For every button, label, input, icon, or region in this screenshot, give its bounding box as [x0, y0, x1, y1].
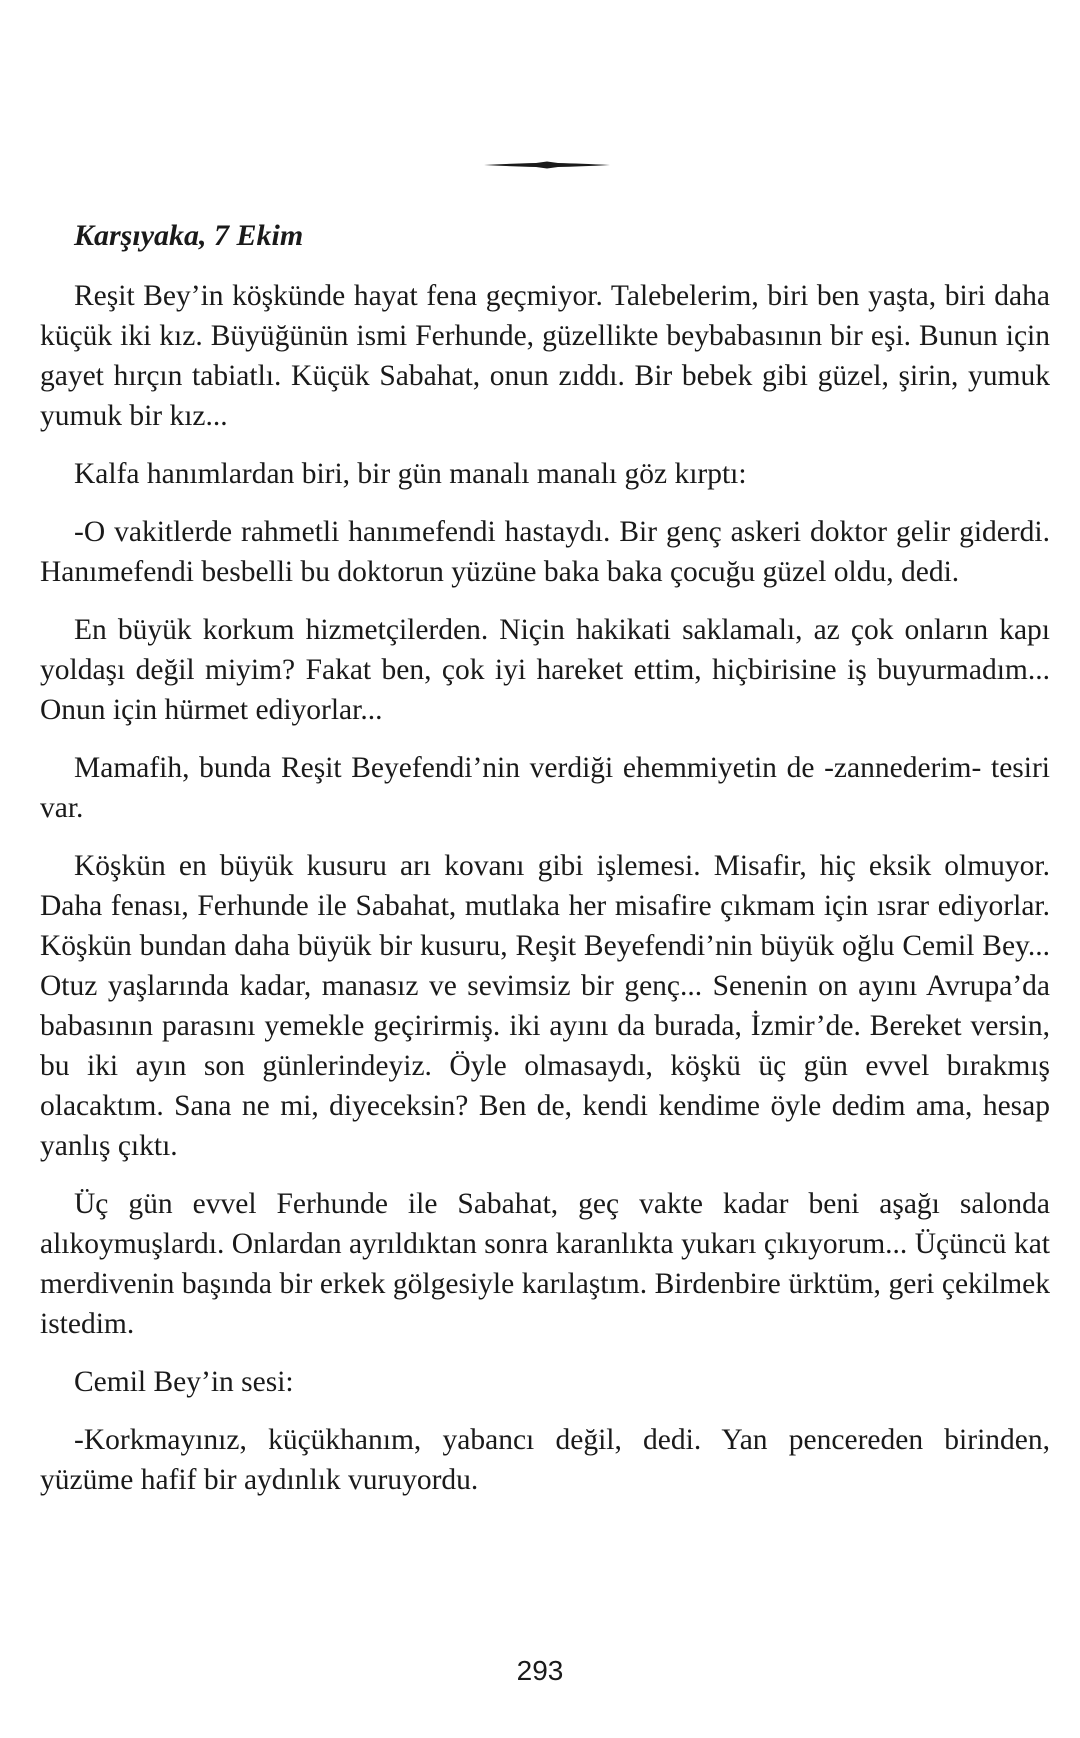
- body-text: [40, 276, 1050, 1518]
- paragraph-5: Mamafih, bunda Reşit Beyefendi’nin verdiği ehemmiyetin de -zannederim- tesiri var.: [40, 752, 1050, 824]
- entry-heading: Karşıyaka, 7 Ekim: [74, 219, 304, 252]
- paragraph-1: Reşit Bey’in köşkünde hayat fena geçmiyor. Talebelerim, biri ben yaşta, biri daha küçük iki kız. Büyüğünün ismi Ferhunde, güzellikte beybabasının bir eşi. Bunun için gayet hırçın tabiatlı. Küçük Sabahat, onun zıddı. Bir bebek gibi güzel, şirin, yumuk yumuk bir kız...: [40, 280, 1050, 432]
- paragraph-3: -O vakitlerde rahmetli hanımefendi hastaydı. Bir genç askeri doktor gelir giderdi. Hanımefendi besbelli bu doktorun yüzüne baka baka çocuğu güzel oldu, dedi.: [40, 516, 1050, 588]
- paragraph-4: En büyük korkum hizmetçilerden. Niçin hakikati saklamalı, az çok onların kapı yoldaşı değil miyim? Fakat ben, çok iyi hareket ettim, hiçbirisine iş buyurmadım... Onun için hürmet ediyorlar...: [40, 614, 1050, 726]
- paragraph-9: -Korkmayınız, küçükhanım, yabancı değil, dedi. Yan pencereden birinden, yüzüme hafif bir aydınlık vuruyordu.: [40, 1424, 1050, 1496]
- paragraph-7: Üç gün evvel Ferhunde ile Sabahat, geç vakte kadar beni aşağı salonda alıkoymuşlardı. Onlardan ayrıldıktan sonra karanlıkta yukarı çıkıyorum... Üçüncü kat merdivenin başında bir erkek gölgesiyle karılaştım. Birdenbire ürktüm, geri çekilmek istedim.: [40, 1188, 1050, 1340]
- page-number: 293: [516, 1655, 564, 1686]
- paragraph-6: Köşkün en büyük kusuru arı kovanı gibi işlemesi. Misafir, hiç eksik olmuyor. Daha fenası, Ferhunde ile Sabahat, mutlaka her misafire çıkmam için ısrar ediyorlar. Köşkün bundan daha büyük bir kusuru, Reşit Beyefendi’nin büyük oğlu Cemil Bey... Otuz yaşlarında kadar, manasız ve sevimsiz bir genç... Senenin on ayını Avrupa’da babasının parasını yemekle geçirirmiş. iki ayını da burada, İzmir’de. Bereket versin, bu iki ayın son günlerindeyiz. Öyle olmasaydı, köşkü üç gün evvel bırakmış olacaktım. Sana ne mi, diyeceksin? Ben de, kendi kendime öyle dedim ama, hesap yanlış çıktı.: [40, 850, 1050, 1162]
- ornament-divider-icon: [484, 160, 610, 170]
- paragraph-2: Kalfa hanımlardan biri, bir gün manalı manalı göz kırptı:: [74, 458, 747, 490]
- paragraph-8: Cemil Bey’in sesi:: [74, 1366, 294, 1398]
